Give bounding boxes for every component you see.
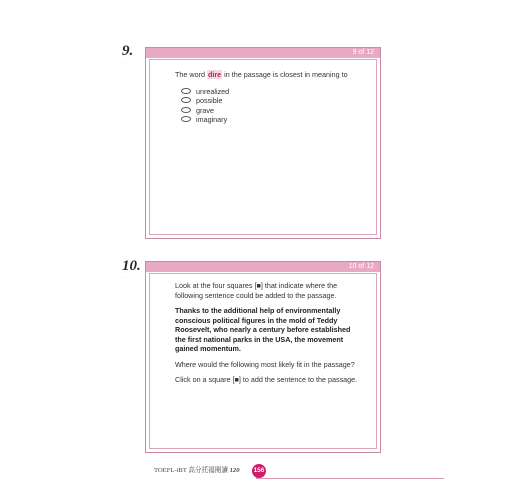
decorative-mark: · · · · · [120, 275, 136, 280]
question-text: Where would the following most likely fit in the passage? [175, 359, 355, 369]
book-number: 120 [229, 467, 240, 474]
page-footer [154, 464, 240, 478]
answer-option[interactable]: unrealized [181, 87, 370, 97]
radio-oval-icon[interactable] [181, 97, 191, 103]
question-counter: 10 of 12 [348, 263, 374, 270]
footer-rule [256, 478, 444, 479]
radio-oval-icon[interactable] [181, 88, 191, 94]
question-prompt: The word dire in the passage is closest in meaning to [175, 70, 348, 79]
answer-option[interactable]: possible [181, 96, 370, 106]
book-title: TOEFL-iBT 高分托福閱讀 [154, 467, 228, 474]
question-10-body [175, 281, 362, 391]
question-10-card [145, 261, 381, 453]
insert-sentence: Thanks to the additional help of environmentally conscious political figures in the mold of Teddy Roosevelt, who nearly a century before established the first national parks in the USA, the movement gained momentum. [175, 306, 351, 353]
click-instruction: Click on a square [■] to add the sentence to the passage. [175, 375, 358, 384]
instruction-text: Look at the four squares [■] that indicate where the following sentence could be added to the passage. [175, 281, 338, 300]
card-header [146, 48, 380, 58]
question-10-number: 10. · · · · · [120, 258, 141, 280]
highlighted-keyword: dire [207, 70, 222, 79]
question-9-number: 9. · · · · · [120, 43, 134, 70]
answer-options [181, 87, 370, 125]
question-9-card [145, 47, 381, 239]
question-counter: 9 of 12 [352, 49, 374, 56]
answer-option[interactable]: imaginary [181, 115, 370, 125]
radio-oval-icon[interactable] [181, 107, 191, 113]
radio-oval-icon[interactable] [181, 116, 191, 122]
decorative-mark: · · · · · [120, 60, 132, 70]
page-number-badge: 156 [252, 464, 266, 478]
card-header [146, 262, 380, 272]
question-9-body [175, 70, 370, 125]
answer-option[interactable]: grave [181, 106, 370, 116]
